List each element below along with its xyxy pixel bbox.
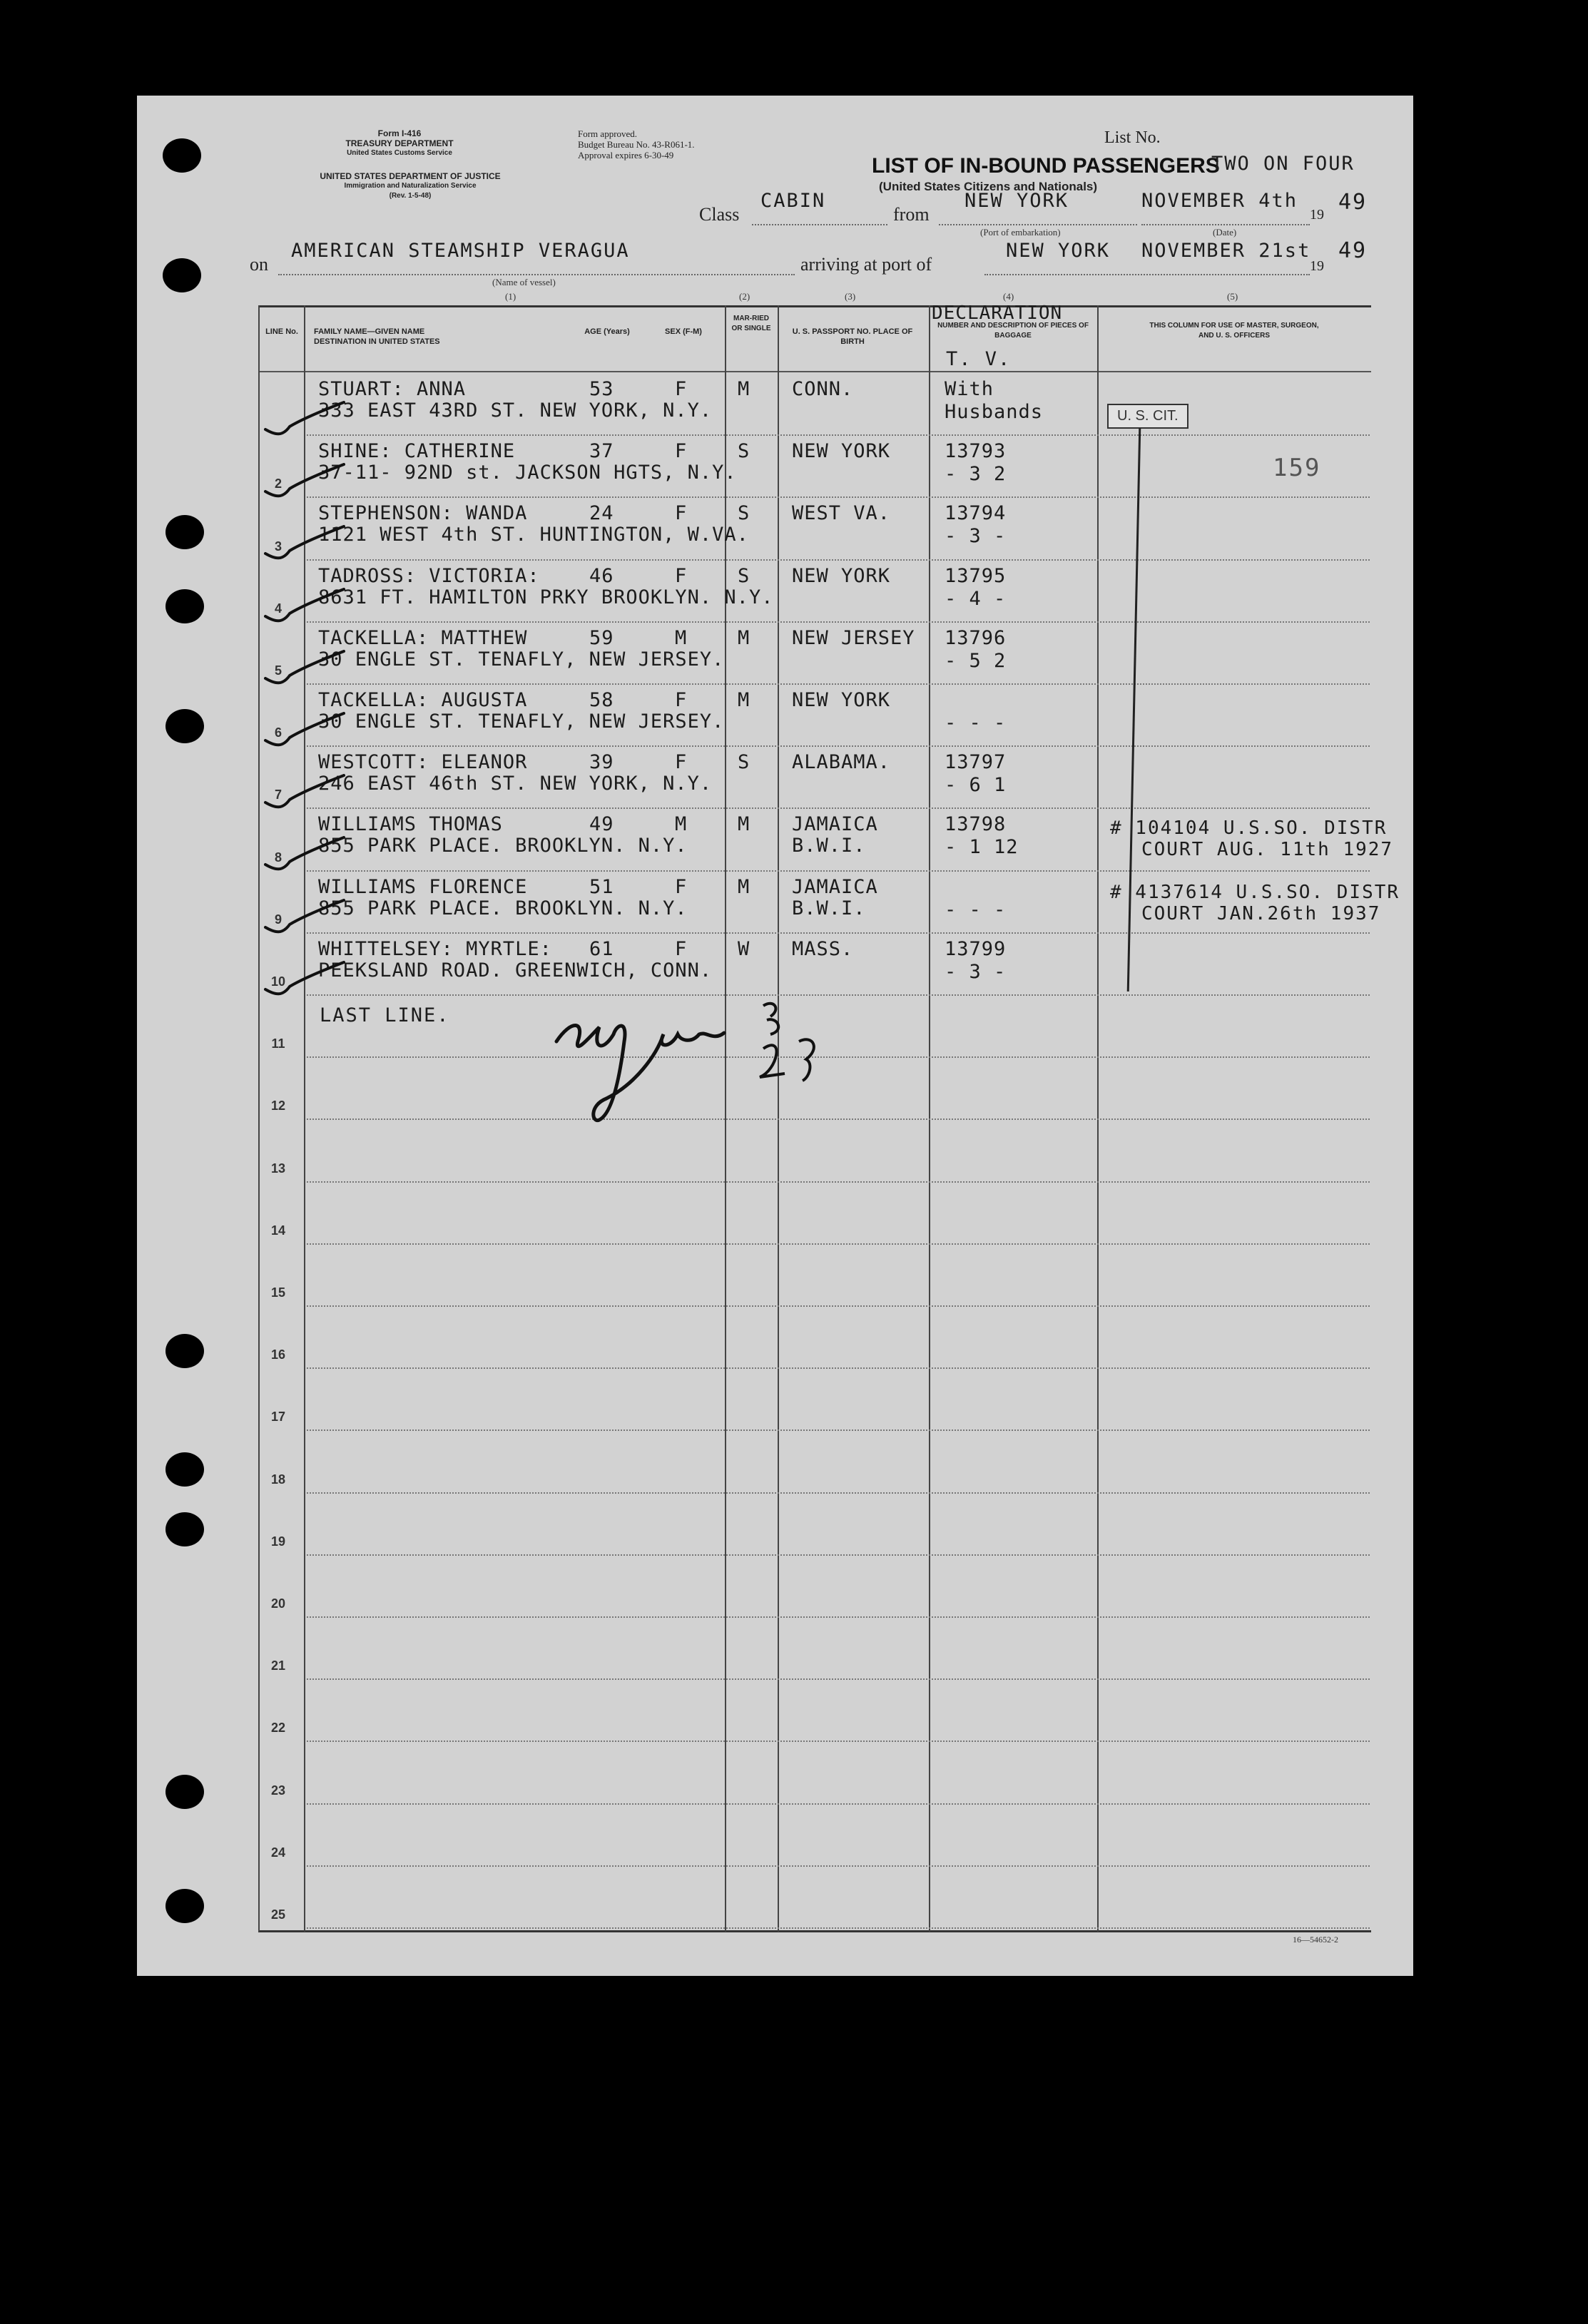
col-header-remarks: THIS COLUMN FOR USE OF MASTER, SURGEON, AND U. S. OFFICERS <box>1149 322 1319 340</box>
passenger-age: 61 <box>589 937 614 960</box>
on-label: on <box>250 254 268 275</box>
row-dotted-line <box>307 559 1370 561</box>
declaration-number: 13793 <box>945 440 1007 463</box>
punch-hole <box>166 1512 204 1546</box>
year-value: 49 <box>1338 190 1368 215</box>
row-dotted-line <box>307 1181 1370 1183</box>
check-mark-icon <box>261 522 347 565</box>
year-prefix: 19 <box>1310 207 1324 223</box>
passenger-address: 1121 WEST 4th ST. HUNTINGTON, W.VA. <box>318 524 749 546</box>
punch-hole <box>166 709 204 743</box>
col-header-baggage: NUMBER AND DESCRIPTION OF PIECES OF BAGGAGE <box>937 322 1089 340</box>
row-number: 5 <box>274 663 282 678</box>
passenger-age: 53 <box>589 378 614 400</box>
manifest-count: 159 <box>1273 454 1321 482</box>
passenger-sex: M <box>675 626 688 649</box>
passenger-name: WILLIAMS FLORENCE <box>318 875 528 898</box>
vessel-caption: (Name of vessel) <box>492 277 556 287</box>
customs-service: United States Customs Service <box>347 149 452 157</box>
row-number: 19 <box>270 1534 286 1549</box>
passenger-age: 49 <box>589 813 614 836</box>
col-header-age: AGE (Years) <box>584 327 630 336</box>
row-dotted-line <box>307 1865 1370 1867</box>
baggage-count: - 4 - <box>945 587 1007 610</box>
declaration-number: 13795 <box>945 564 1007 587</box>
row-dotted-line <box>307 1367 1370 1369</box>
passenger-address: PEEKSLAND ROAD. GREENWICH, CONN. <box>318 959 713 982</box>
row-number: 4 <box>274 601 282 616</box>
passenger-name: TACKELLA: AUGUSTA <box>318 689 528 711</box>
row-dotted-line <box>307 496 1370 498</box>
row-number: 15 <box>270 1285 286 1300</box>
punch-hole <box>166 1334 204 1368</box>
marital-status: S <box>738 440 750 463</box>
passenger-sex: F <box>675 689 688 711</box>
passenger-age: 59 <box>589 626 614 649</box>
header-bottom-border <box>258 371 1371 372</box>
passenger-sex: F <box>675 937 688 960</box>
marital-status: S <box>738 502 750 525</box>
date-caption: (Date) <box>1213 227 1237 238</box>
footer-code: 16—54652-2 <box>1293 1935 1338 1945</box>
row-dotted-line <box>307 434 1370 436</box>
justice-dept: UNITED STATES DEPARTMENT OF JUSTICE <box>320 171 501 181</box>
place-of-birth: CONN. <box>792 378 854 400</box>
date-value: NOVEMBER 4th <box>1141 190 1298 212</box>
col-header-sex: SEX (F-M) <box>665 327 702 336</box>
row-number: 9 <box>274 912 282 927</box>
arrival-date: NOVEMBER 21st <box>1141 240 1311 262</box>
arrival-year: 49 <box>1338 238 1368 263</box>
row-dotted-line <box>307 621 1370 623</box>
passenger-age: 37 <box>589 440 614 463</box>
punch-hole <box>166 1775 204 1809</box>
declaration-number: 13799 <box>945 937 1007 960</box>
passenger-name: WESTCOTT: ELEANOR <box>318 751 528 774</box>
marital-status: M <box>738 626 750 649</box>
check-mark-icon <box>261 896 347 939</box>
marital-status: W <box>738 937 750 960</box>
class-value: CABIN <box>760 190 826 212</box>
place-of-birth: NEW JERSEY <box>792 626 915 649</box>
row-number: 6 <box>274 725 282 740</box>
check-mark-icon <box>261 647 347 690</box>
us-citizen-stamp: U. S. CIT. <box>1107 404 1189 429</box>
row-number: 2 <box>274 476 282 491</box>
passenger-sex: F <box>675 440 688 463</box>
punch-hole <box>166 1452 204 1487</box>
last-line-marker: LAST LINE. <box>320 1004 450 1026</box>
treasury-dept: TREASURY DEPARTMENT <box>345 138 454 148</box>
col-header-name: FAMILY NAME—GIVEN NAME <box>314 327 425 336</box>
place-of-birth: MASS. <box>792 937 854 960</box>
row-dotted-line <box>307 1803 1370 1805</box>
row-number: 3 <box>274 539 282 554</box>
row-number: 22 <box>270 1721 286 1736</box>
remarks-note-2-line-1: # 4137614 U.S.SO. DISTR <box>1110 882 1400 903</box>
punch-hole <box>166 1889 204 1923</box>
place-of-birth: JAMAICA <box>792 813 878 836</box>
row-dotted-line <box>307 1927 1370 1929</box>
col-number-1: (1) <box>505 291 516 302</box>
baggage-count: - 3 2 <box>945 463 1007 486</box>
place-of-birth: NEW YORK <box>792 689 891 711</box>
place-of-birth-line-2: B.W.I. <box>792 897 866 919</box>
row-dotted-line <box>307 1243 1370 1245</box>
passenger-name: STEPHENSON: WANDA <box>318 502 528 525</box>
row-number: 12 <box>270 1099 286 1113</box>
passenger-address: 333 EAST 43RD ST. NEW YORK, N.Y. <box>318 399 713 422</box>
check-mark-icon <box>261 709 347 752</box>
row-number: 24 <box>270 1845 286 1860</box>
row-number: 8 <box>274 850 282 865</box>
col-header-baggage-tv: T. V. <box>946 348 1012 370</box>
col-number-2: (2) <box>739 291 750 302</box>
col-number-5: (5) <box>1227 291 1238 302</box>
passenger-name: SHINE: CATHERINE <box>318 440 516 463</box>
passenger-name: TADROSS: VICTORIA: <box>318 564 540 587</box>
passenger-sex: F <box>675 378 688 400</box>
baggage-count: - 6 1 <box>945 774 1007 797</box>
passenger-address: 30 ENGLE ST. TENAFLY, NEW JERSEY. <box>318 710 725 733</box>
col-header-declaration: DECLARATION <box>932 302 1063 324</box>
approval-expires: Approval expires 6-30-49 <box>578 150 674 160</box>
passenger-sex: F <box>675 875 688 898</box>
declaration-number: 13798 <box>945 813 1007 836</box>
passenger-sex: F <box>675 751 688 774</box>
remarks-note-2-line-2: COURT JAN.26th 1937 <box>1141 903 1381 924</box>
place-of-birth: WEST VA. <box>792 502 891 525</box>
place-of-birth: NEW YORK <box>792 440 891 463</box>
table-bottom-border <box>258 1930 1371 1932</box>
baggage-count: - - - <box>945 898 1007 921</box>
row-dotted-line <box>307 683 1370 685</box>
check-mark-icon <box>261 833 347 876</box>
passenger-address: 246 EAST 46th ST. NEW YORK, N.Y. <box>318 773 713 795</box>
declaration-number: With <box>945 378 994 400</box>
row-number: 23 <box>270 1783 286 1798</box>
passenger-age: 46 <box>589 564 614 587</box>
baggage-count: - 3 - <box>945 525 1007 548</box>
passenger-sex: F <box>675 564 688 587</box>
row-dotted-line <box>307 870 1370 872</box>
punch-hole <box>166 515 204 549</box>
budget-bureau: Budget Bureau No. 43-R061-1. <box>578 139 695 150</box>
row-dotted-line <box>307 932 1370 934</box>
col-header-passport: U. S. PASSPORT NO. PLACE OF BIRTH <box>792 327 913 346</box>
check-mark-icon <box>261 398 347 441</box>
row-number: 17 <box>270 1410 286 1425</box>
passenger-address: 37-11- 92ND st. JACKSON HGTS, N.Y. <box>318 462 737 484</box>
baggage-count: - - - <box>945 712 1007 734</box>
class-label: Class <box>699 204 740 225</box>
passenger-name: WHITTELSEY: MYRTLE: <box>318 937 552 960</box>
marital-status: M <box>738 813 750 836</box>
col-number-3: (3) <box>845 291 856 302</box>
vessel-name: AMERICAN STEAMSHIP VERAGUA <box>291 240 630 262</box>
marital-status: S <box>738 751 750 774</box>
form-approved: Form approved. <box>578 128 638 139</box>
row-number: 10 <box>270 974 286 989</box>
place-of-birth-line-2: B.W.I. <box>792 835 866 857</box>
passenger-address: 855 PARK PLACE. BROOKLYN. N.Y. <box>318 835 688 857</box>
row-dotted-line <box>307 807 1370 809</box>
row-number: 16 <box>270 1347 286 1362</box>
row-number: 21 <box>270 1658 286 1673</box>
check-mark-icon <box>261 460 347 503</box>
arriving-label: arriving at port of <box>800 254 932 275</box>
check-mark-icon <box>261 958 347 1001</box>
remarks-note-1-line-2: COURT AUG. 11th 1927 <box>1141 839 1394 860</box>
passenger-age: 39 <box>589 751 614 774</box>
passenger-name: STUART: ANNA <box>318 378 467 400</box>
marital-status: S <box>738 564 750 587</box>
passenger-address: 30 ENGLE ST. TENAFLY, NEW JERSEY. <box>318 648 725 671</box>
row-dotted-line <box>307 1554 1370 1556</box>
marital-status: M <box>738 378 750 400</box>
arrival-port: NEW YORK <box>1006 240 1111 262</box>
row-dotted-line <box>307 1429 1370 1431</box>
passenger-age: 24 <box>589 502 614 525</box>
list-no-label: List No. <box>1104 128 1161 147</box>
form-id: Form I-416 <box>377 128 422 138</box>
row-number: 13 <box>270 1161 286 1176</box>
punch-hole <box>166 589 204 623</box>
declaration-number: 13797 <box>945 751 1007 774</box>
row-dotted-line <box>307 1305 1370 1307</box>
row-dotted-line <box>307 1616 1370 1618</box>
passenger-age: 58 <box>589 689 614 711</box>
passenger-sex: M <box>675 813 688 836</box>
table-top-border <box>258 305 1371 307</box>
baggage-count: Husbands <box>945 401 1044 423</box>
table-left-border <box>258 305 260 1932</box>
baggage-count: - 3 - <box>945 960 1007 983</box>
marital-status: M <box>738 875 750 898</box>
row-number: 14 <box>270 1223 286 1238</box>
declaration-number: 13796 <box>945 626 1007 649</box>
passenger-address: 855 PARK PLACE. BROOKLYN. N.Y. <box>318 897 688 919</box>
passenger-name: WILLIAMS THOMAS <box>318 813 503 836</box>
page-title: LIST OF IN-BOUND PASSENGERS <box>872 154 1220 178</box>
place-of-birth: ALABAMA. <box>792 751 891 774</box>
row-number: 7 <box>274 788 282 802</box>
punch-hole <box>163 138 201 173</box>
remarks-note-1-line-1: # 104104 U.S.SO. DISTR <box>1110 817 1388 839</box>
baggage-count: - 5 2 <box>945 649 1007 672</box>
declaration-number: 13794 <box>945 502 1007 525</box>
check-mark-icon <box>261 585 347 628</box>
row-dotted-line <box>307 1492 1370 1494</box>
row-number: 11 <box>271 1036 285 1051</box>
passenger-sex: F <box>675 502 688 525</box>
check-mark-icon <box>261 771 347 814</box>
baggage-count: - 1 12 <box>945 836 1019 859</box>
officer-signature <box>549 992 877 1134</box>
row-number: 25 <box>270 1907 286 1922</box>
passenger-address: 8631 FT. HAMILTON PRKY BROOKLYN. N.Y. <box>318 586 774 608</box>
from-value: NEW YORK <box>964 190 1069 212</box>
row-dotted-line <box>307 1741 1370 1742</box>
place-of-birth: NEW YORK <box>792 564 891 587</box>
punch-hole <box>163 258 201 292</box>
revision: (Rev. 1-5-48) <box>389 192 432 200</box>
passenger-name: TACKELLA: MATTHEW <box>318 626 528 649</box>
row-dotted-line <box>307 745 1370 747</box>
ins-service: Immigration and Naturalization Service <box>344 182 477 190</box>
arrival-year-prefix: 19 <box>1310 258 1324 274</box>
row-number: 18 <box>270 1472 286 1487</box>
from-label: from <box>893 204 930 225</box>
embark-caption: (Port of embarkation) <box>980 227 1061 238</box>
col-header-line-no: LINE No. <box>265 327 298 336</box>
list-no-value: TWO ON FOUR <box>1211 153 1355 175</box>
row-dotted-line <box>307 1678 1370 1680</box>
col-header-destination: DESTINATION IN UNITED STATES <box>314 337 440 346</box>
col-header-married: MAR-RIED OR SINGLE <box>731 315 771 332</box>
row-number: 20 <box>270 1596 286 1611</box>
place-of-birth: JAMAICA <box>792 875 878 898</box>
passenger-age: 51 <box>589 875 614 898</box>
col-number-4: (4) <box>1003 291 1014 302</box>
marital-status: M <box>738 689 750 711</box>
page-subtitle: (United States Citizens and Nationals) <box>879 180 1098 193</box>
